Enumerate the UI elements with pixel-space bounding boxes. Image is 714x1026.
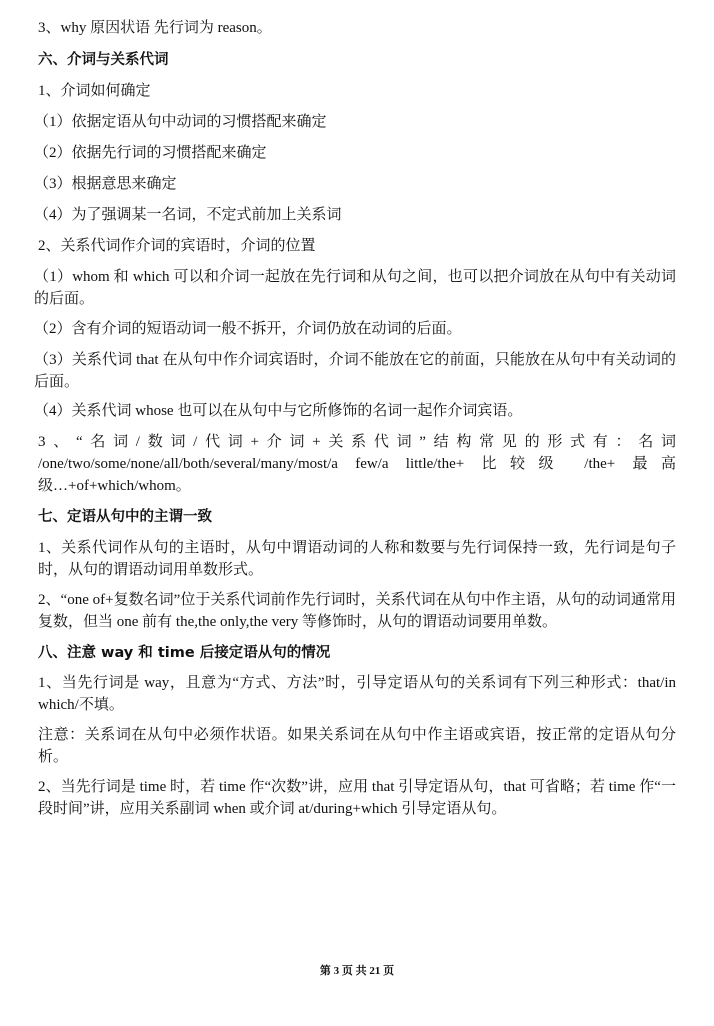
paragraph: （2）依据先行词的习惯搭配来确定 <box>34 145 267 161</box>
section-heading: 六、介词与关系代词 <box>38 52 169 68</box>
paragraph: （2）含有介词的短语动词一般不拆开，介词仍放在动词的后面。 <box>34 321 462 337</box>
paragraph: （4）关系代词 whose 也可以在从句中与它所修饰的名词一起作介词宾语。 <box>34 403 523 419</box>
paragraph: 3、“名词/数词/代词+介词+关系代词”结构常见的形式有：名词 <box>38 434 676 450</box>
paragraph: （1）whom 和 which 可以和介词一起放在先行词和从句之间，也可以把介词放在从句中有关动词的后面。 <box>34 269 676 307</box>
paragraph: 1、关系代词作从句的主语时，从句中谓语动词的人称和数要与先行词保持一致，先行词是句子时，从句的谓语动词用单数形式。 <box>38 540 676 578</box>
paragraph: 注意：关系词在从句中必须作状语。如果关系词在从句中作主语或宾语，按正常的定语从句分析。 <box>38 727 676 765</box>
section-heading: 八、注意 way 和 time 后接定语从句的情况 <box>38 645 331 661</box>
paragraph: （3）关系代词 that 在从句中作介词宾语时，介词不能放在它的前面，只能放在从句中有关动词的后面。 <box>34 352 676 390</box>
paragraph: （1）依据定语从句中动词的习惯搭配来确定 <box>34 114 327 130</box>
paragraph: 3、why 原因状语 先行词为 reason。 <box>38 20 272 36</box>
paragraph: 1、介词如何确定 <box>38 83 151 99</box>
paragraph: 2、“one of+复数名词”位于关系代词前作先行词时，关系代词在从句中作主语，从句的动词通常用复数，但当 one 前有 the,the only,the very 等修饰时，从句的谓语动词要用单数。 <box>38 592 676 630</box>
page-number: 第 3 页 共 21 页 <box>319 965 395 977</box>
paragraph: 级…+of+which/whom。 <box>38 478 191 494</box>
paragraph: 2、关系代词作介词的宾语时，介词的位置 <box>38 238 316 254</box>
paragraph: 1、当先行词是 way，且意为“方式、方法”时，引导定语从句的关系词有下列三种形式：that/in which/不填。 <box>38 675 676 713</box>
paragraph: 2、当先行词是 time 时，若 time 作“次数”讲，应用 that 引导定语从句，that 可省略；若 time 作“一段时间”讲，应用关系副词 when 或介词 at/during+which 引导定语从句。 <box>38 779 676 817</box>
section-heading: 七、定语从句中的主谓一致 <box>38 509 212 525</box>
paragraph: （3）根据意思来确定 <box>34 176 177 192</box>
paragraph: （4）为了强调某一名词，不定式前加上关系词 <box>34 207 342 223</box>
paragraph: /one/two/some/none/all/both/several/many/most/a few/a little/the+ 比较级 /the+ 最高 <box>38 456 676 472</box>
